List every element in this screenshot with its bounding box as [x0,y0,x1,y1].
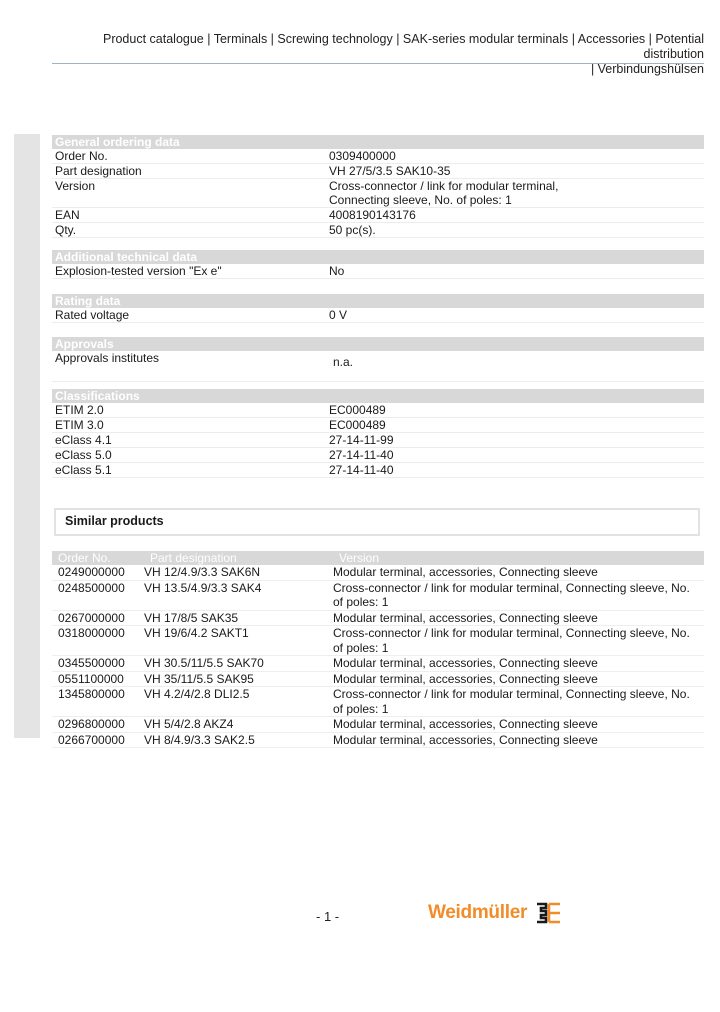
cell-version: Modular terminal, accessories, Connecting sleeve [333,610,598,625]
cell-order-no: 0345500000 [58,656,125,670]
cell-order-no: 1345800000 [58,687,125,701]
cell-order-no: 0266700000 [58,732,125,747]
header-order-no: Order No. [58,551,111,565]
data-row [52,418,704,433]
cell-part: VH 13.5/4.9/3.3 SAK4 [144,580,262,595]
table-row[interactable] [52,733,704,749]
table-row[interactable] [52,581,704,611]
data-row [52,164,704,179]
table-header [52,551,704,565]
table-row[interactable] [52,611,704,627]
left-sidebar-bar [14,134,40,738]
row-label: Qty. [55,223,77,237]
logo-wordmark: Weidmüller [428,902,528,923]
cell-part: VH 12/4.9/3.3 SAK6N [144,565,261,579]
table-row[interactable] [52,717,704,733]
cell-part: VH 4.2/4/2.8 DLI2.5 [144,687,250,701]
cell-order-no: 0551100000 [58,671,124,686]
cell-version: Modular terminal, accessories, Connecting sleeve [333,656,598,670]
table-row[interactable] [52,656,704,672]
rating-data-section [52,294,704,323]
row-value: VH 27/5/3.5 SAK10-35 [329,164,451,178]
cell-version: Cross-connector / link for modular terminal, Connecting sleeve, No. of poles: 1 [333,626,690,655]
row-label: eClass 4.1 [55,433,112,447]
data-row [52,179,704,208]
table-row[interactable] [52,626,704,656]
cell-version: Cross-connector / link for modular terminal, Connecting sleeve, No. of poles: 1 [333,580,690,609]
similar-products-heading-box [54,508,700,536]
section-heading: Additional technical data [52,250,704,264]
data-row [52,351,704,382]
general-ordering-section [52,135,704,238]
cell-order-no: 0248500000 [58,580,125,595]
row-label: Version [55,179,96,193]
version-line-2: Connecting sleeve, No. of poles: 1 [329,193,512,207]
cell-version: Modular terminal, accessories, Connecting sleeve [333,732,598,747]
data-row [52,403,704,418]
cell-version: Modular terminal, accessories, Connecting sleeve [333,671,598,686]
cell-part: VH 35/11/5.5 SAK95 [144,671,254,686]
cell-part: VH 17/8/5 SAK35 [144,610,239,625]
approvals-section [52,337,704,382]
row-label: eClass 5.0 [55,448,112,462]
table-row[interactable] [52,565,704,581]
row-label: Part designation [55,164,142,178]
section-heading: Classifications [52,389,704,403]
row-value [329,179,704,207]
similar-products-table [52,551,704,748]
weidmuller-logo [428,898,563,928]
weidmuller-mark-icon [535,901,563,925]
data-row [52,223,704,238]
breadcrumb [44,32,704,77]
data-row [52,433,704,448]
additional-technical-section [52,250,704,279]
data-row [52,463,704,478]
row-value: 0 V [329,308,348,322]
row-label: Approvals institutes [55,351,160,365]
row-label: ETIM 2.0 [55,403,104,417]
row-label: ETIM 3.0 [55,418,104,432]
header-version: Version [339,551,380,565]
data-row [52,149,704,164]
row-label: Order No. [55,149,108,163]
row-value: 4008190143176 [329,208,416,222]
row-value: 27-14-11-99 [329,433,394,447]
header-divider [52,63,704,64]
row-label: Rated voltage [55,308,130,322]
breadcrumb-line-1: Product catalogue | Terminals | Screwing technology | SAK-series modular terminals | Accessories | Potential distribution [102,32,704,61]
data-row [52,308,704,323]
table-row[interactable] [52,687,704,717]
page-number: - 1 - [316,909,340,924]
cell-part: VH 30.5/11/5.5 SAK70 [144,656,264,670]
row-value: 50 pc(s). [329,223,376,237]
cell-order-no: 0267000000 [58,610,125,625]
section-heading: General ordering data [52,135,704,149]
row-value: EC000489 [329,418,386,432]
breadcrumb-line-2: | Verbindungshülsen [590,62,704,76]
row-value: EC000489 [329,403,386,417]
cell-part: VH 5/4/2.8 AKZ4 [144,717,234,731]
version-line-1: Cross-connector / link for modular terminal, [329,179,559,193]
cell-order-no: 0249000000 [58,565,125,579]
row-label: EAN [55,208,80,222]
header-part-designation: Part designation [150,551,237,565]
cell-version: Modular terminal, accessories, Connecting sleeve [333,717,598,731]
classifications-section [52,389,704,478]
row-label: eClass 5.1 [55,463,112,477]
cell-version: Cross-connector / link for modular terminal, Connecting sleeve, No. of poles: 1 [333,687,690,716]
data-row [52,264,704,279]
cell-order-no: 0296800000 [58,717,125,731]
section-heading: Rating data [52,294,704,308]
row-value: n.a. [333,355,354,369]
cell-part: VH 8/4.9/3.3 SAK2.5 [144,732,255,747]
row-value: 0309400000 [329,149,396,163]
cell-part: VH 19/6/4.2 SAKT1 [144,626,249,640]
row-label: Explosion-tested version "Ex e" [55,264,222,278]
row-value: 27-14-11-40 [329,448,394,462]
cell-order-no: 0318000000 [58,626,125,640]
cell-version: Modular terminal, accessories, Connecting sleeve [333,565,598,579]
similar-products-title: Similar products [65,514,164,528]
section-heading: Approvals [52,337,704,351]
table-row[interactable] [52,672,704,688]
row-value: 27-14-11-40 [329,463,394,477]
data-row [52,448,704,463]
data-row [52,208,704,223]
row-value: No [329,264,345,278]
